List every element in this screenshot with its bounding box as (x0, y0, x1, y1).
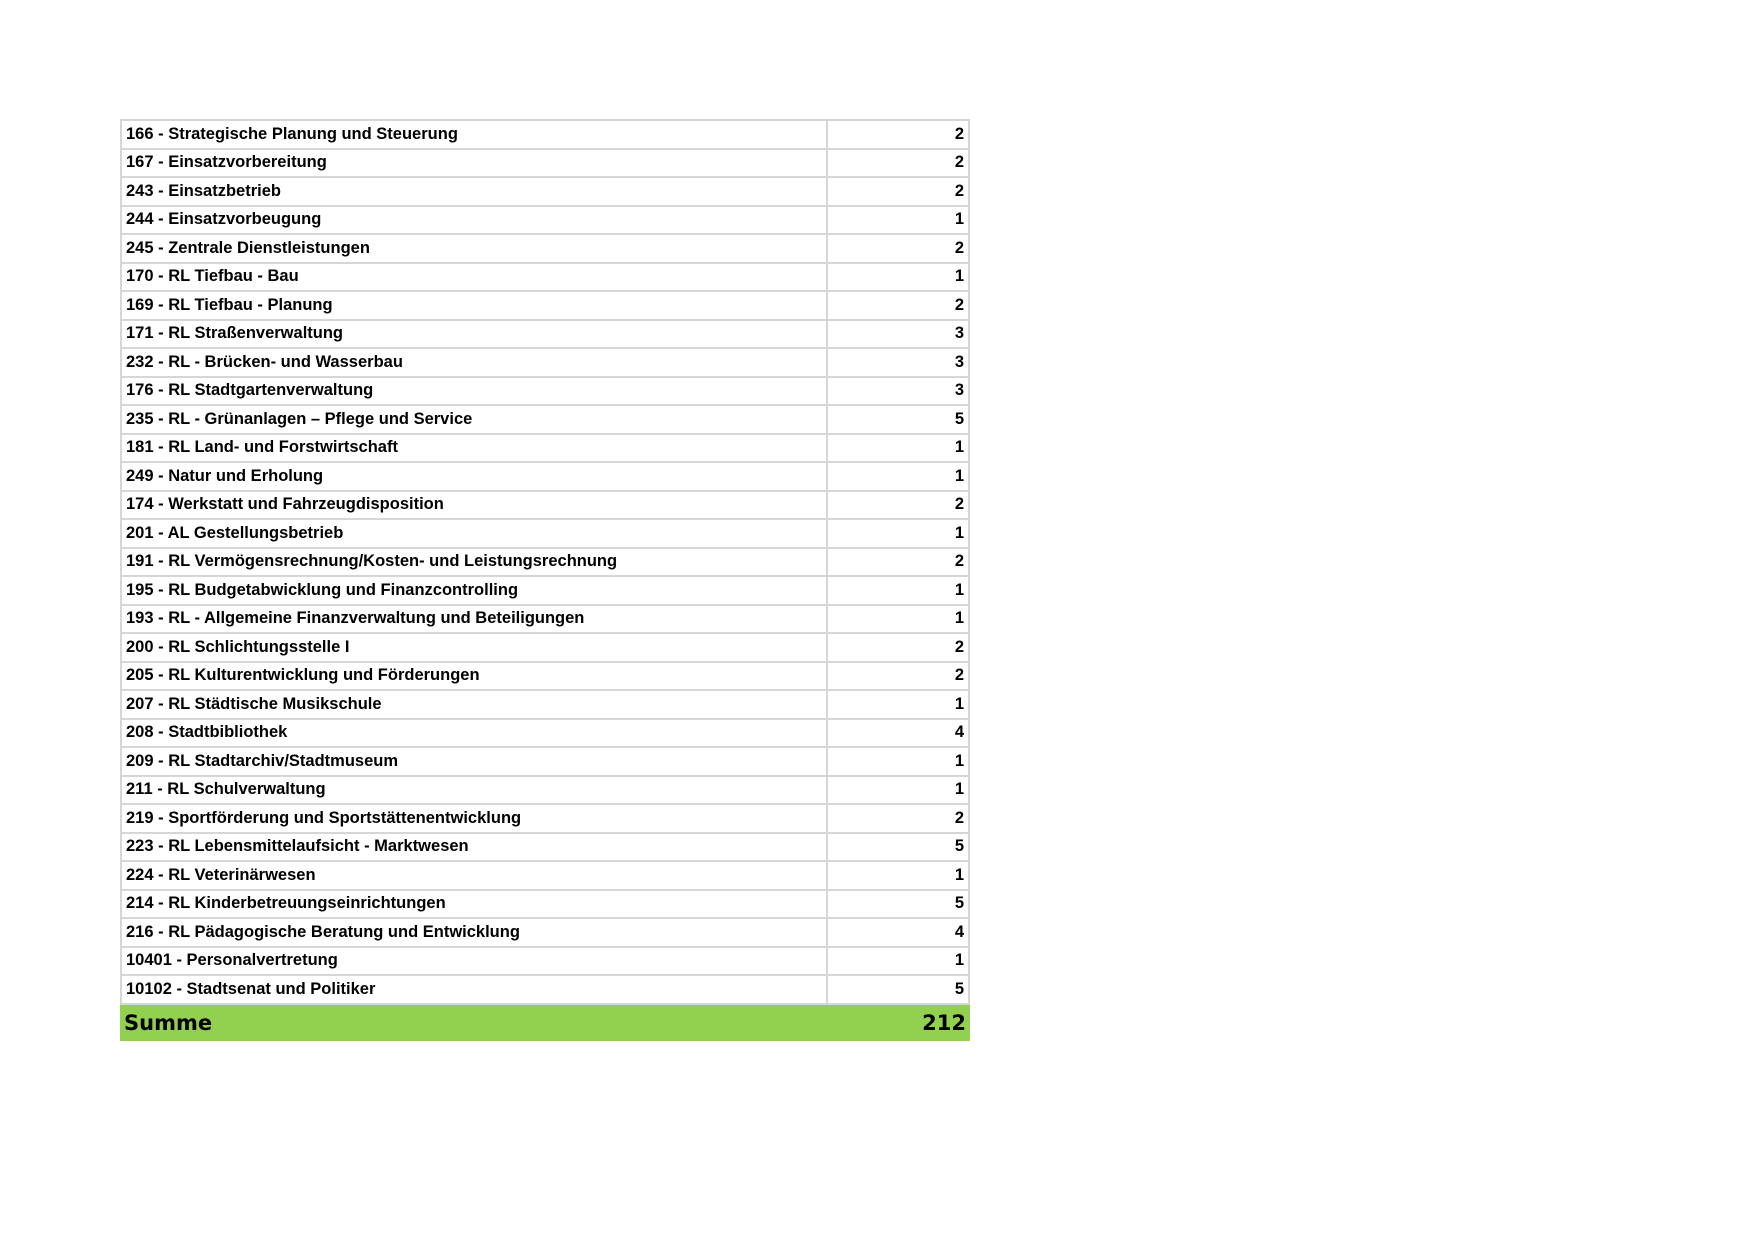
row-value: 3 (827, 320, 969, 349)
table-row (121, 405, 969, 434)
department-count-sheet (120, 119, 970, 1041)
table-row (121, 747, 969, 776)
row-label: 207 - RL Städtische Musikschule (121, 690, 827, 719)
row-value: 1 (827, 434, 969, 463)
row-value: 5 (827, 833, 969, 862)
table-row (121, 975, 969, 1004)
row-value: 5 (827, 405, 969, 434)
row-label: 10401 - Personalvertretung (121, 947, 827, 976)
row-value: 1 (827, 576, 969, 605)
row-label: 167 - Einsatzvorbereitung (121, 149, 827, 178)
table-row (121, 633, 969, 662)
row-value: 5 (827, 975, 969, 1004)
table-row (121, 719, 969, 748)
table-row (121, 291, 969, 320)
row-value: 1 (827, 861, 969, 890)
row-label: 235 - RL - Grünanlagen – Pflege und Service (121, 405, 827, 434)
row-value: 4 (827, 719, 969, 748)
table-row (121, 662, 969, 691)
table-row (121, 804, 969, 833)
department-table-body (121, 120, 969, 1004)
row-label: 201 - AL Gestellungsbetrieb (121, 519, 827, 548)
table-row (121, 605, 969, 634)
row-label: 176 - RL Stadtgartenverwaltung (121, 377, 827, 406)
row-value: 4 (827, 918, 969, 947)
table-row (121, 890, 969, 919)
row-label: 208 - Stadtbibliothek (121, 719, 827, 748)
table-row (121, 947, 969, 976)
row-value: 2 (827, 291, 969, 320)
row-value: 2 (827, 120, 969, 149)
row-label: 243 - Einsatzbetrieb (121, 177, 827, 206)
row-value: 3 (827, 377, 969, 406)
row-label: 209 - RL Stadtarchiv/Stadtmuseum (121, 747, 827, 776)
summary-row (120, 1005, 970, 1041)
table-row (121, 576, 969, 605)
row-label: 10102 - Stadtsenat und Politiker (121, 975, 827, 1004)
row-value: 1 (827, 519, 969, 548)
table-row (121, 519, 969, 548)
row-label: 219 - Sportförderung und Sportstättenentwicklung (121, 804, 827, 833)
row-label: 211 - RL Schulverwaltung (121, 776, 827, 805)
row-value: 1 (827, 263, 969, 292)
table-row (121, 548, 969, 577)
row-value: 2 (827, 491, 969, 520)
row-value: 1 (827, 947, 969, 976)
row-value: 2 (827, 633, 969, 662)
row-label: 245 - Zentrale Dienstleistungen (121, 234, 827, 263)
table-row (121, 263, 969, 292)
row-value: 1 (827, 206, 969, 235)
row-label: 181 - RL Land- und Forstwirtschaft (121, 434, 827, 463)
row-label: 216 - RL Pädagogische Beratung und Entwicklung (121, 918, 827, 947)
table-row (121, 234, 969, 263)
table-row (121, 177, 969, 206)
row-value: 2 (827, 234, 969, 263)
row-label: 170 - RL Tiefbau - Bau (121, 263, 827, 292)
row-label: 195 - RL Budgetabwicklung und Finanzcontrolling (121, 576, 827, 605)
table-row (121, 861, 969, 890)
row-label: 174 - Werkstatt und Fahrzeugdisposition (121, 491, 827, 520)
row-value: 2 (827, 177, 969, 206)
row-label: 200 - RL Schlichtungsstelle I (121, 633, 827, 662)
row-label: 232 - RL - Brücken- und Wasserbau (121, 348, 827, 377)
table-row (121, 434, 969, 463)
table-row (121, 320, 969, 349)
row-label: 169 - RL Tiefbau - Planung (121, 291, 827, 320)
table-row (121, 491, 969, 520)
row-value: 1 (827, 776, 969, 805)
row-value: 2 (827, 662, 969, 691)
row-value: 2 (827, 149, 969, 178)
row-label: 205 - RL Kulturentwicklung und Förderungen (121, 662, 827, 691)
row-value: 2 (827, 804, 969, 833)
table-row (121, 690, 969, 719)
row-value: 1 (827, 690, 969, 719)
table-row (121, 120, 969, 149)
department-table (120, 119, 970, 1005)
row-label: 171 - RL Straßenverwaltung (121, 320, 827, 349)
row-label: 244 - Einsatzvorbeugung (121, 206, 827, 235)
summary-label: Summe (124, 1010, 213, 1035)
table-row (121, 776, 969, 805)
table-row (121, 348, 969, 377)
table-row (121, 377, 969, 406)
row-value: 1 (827, 462, 969, 491)
table-row (121, 462, 969, 491)
row-value: 2 (827, 548, 969, 577)
table-row (121, 149, 969, 178)
table-row (121, 918, 969, 947)
row-label: 166 - Strategische Planung und Steuerung (121, 120, 827, 149)
row-value: 5 (827, 890, 969, 919)
summary-value: 212 (922, 1010, 966, 1035)
table-row (121, 833, 969, 862)
row-value: 1 (827, 747, 969, 776)
row-value: 3 (827, 348, 969, 377)
row-label: 214 - RL Kinderbetreuungseinrichtungen (121, 890, 827, 919)
row-label: 193 - RL - Allgemeine Finanzverwaltung und Beteiligungen (121, 605, 827, 634)
row-label: 249 - Natur und Erholung (121, 462, 827, 491)
row-value: 1 (827, 605, 969, 634)
row-label: 223 - RL Lebensmittelaufsicht - Marktwesen (121, 833, 827, 862)
row-label: 191 - RL Vermögensrechnung/Kosten- und Leistungsrechnung (121, 548, 827, 577)
row-label: 224 - RL Veterinärwesen (121, 861, 827, 890)
table-row (121, 206, 969, 235)
